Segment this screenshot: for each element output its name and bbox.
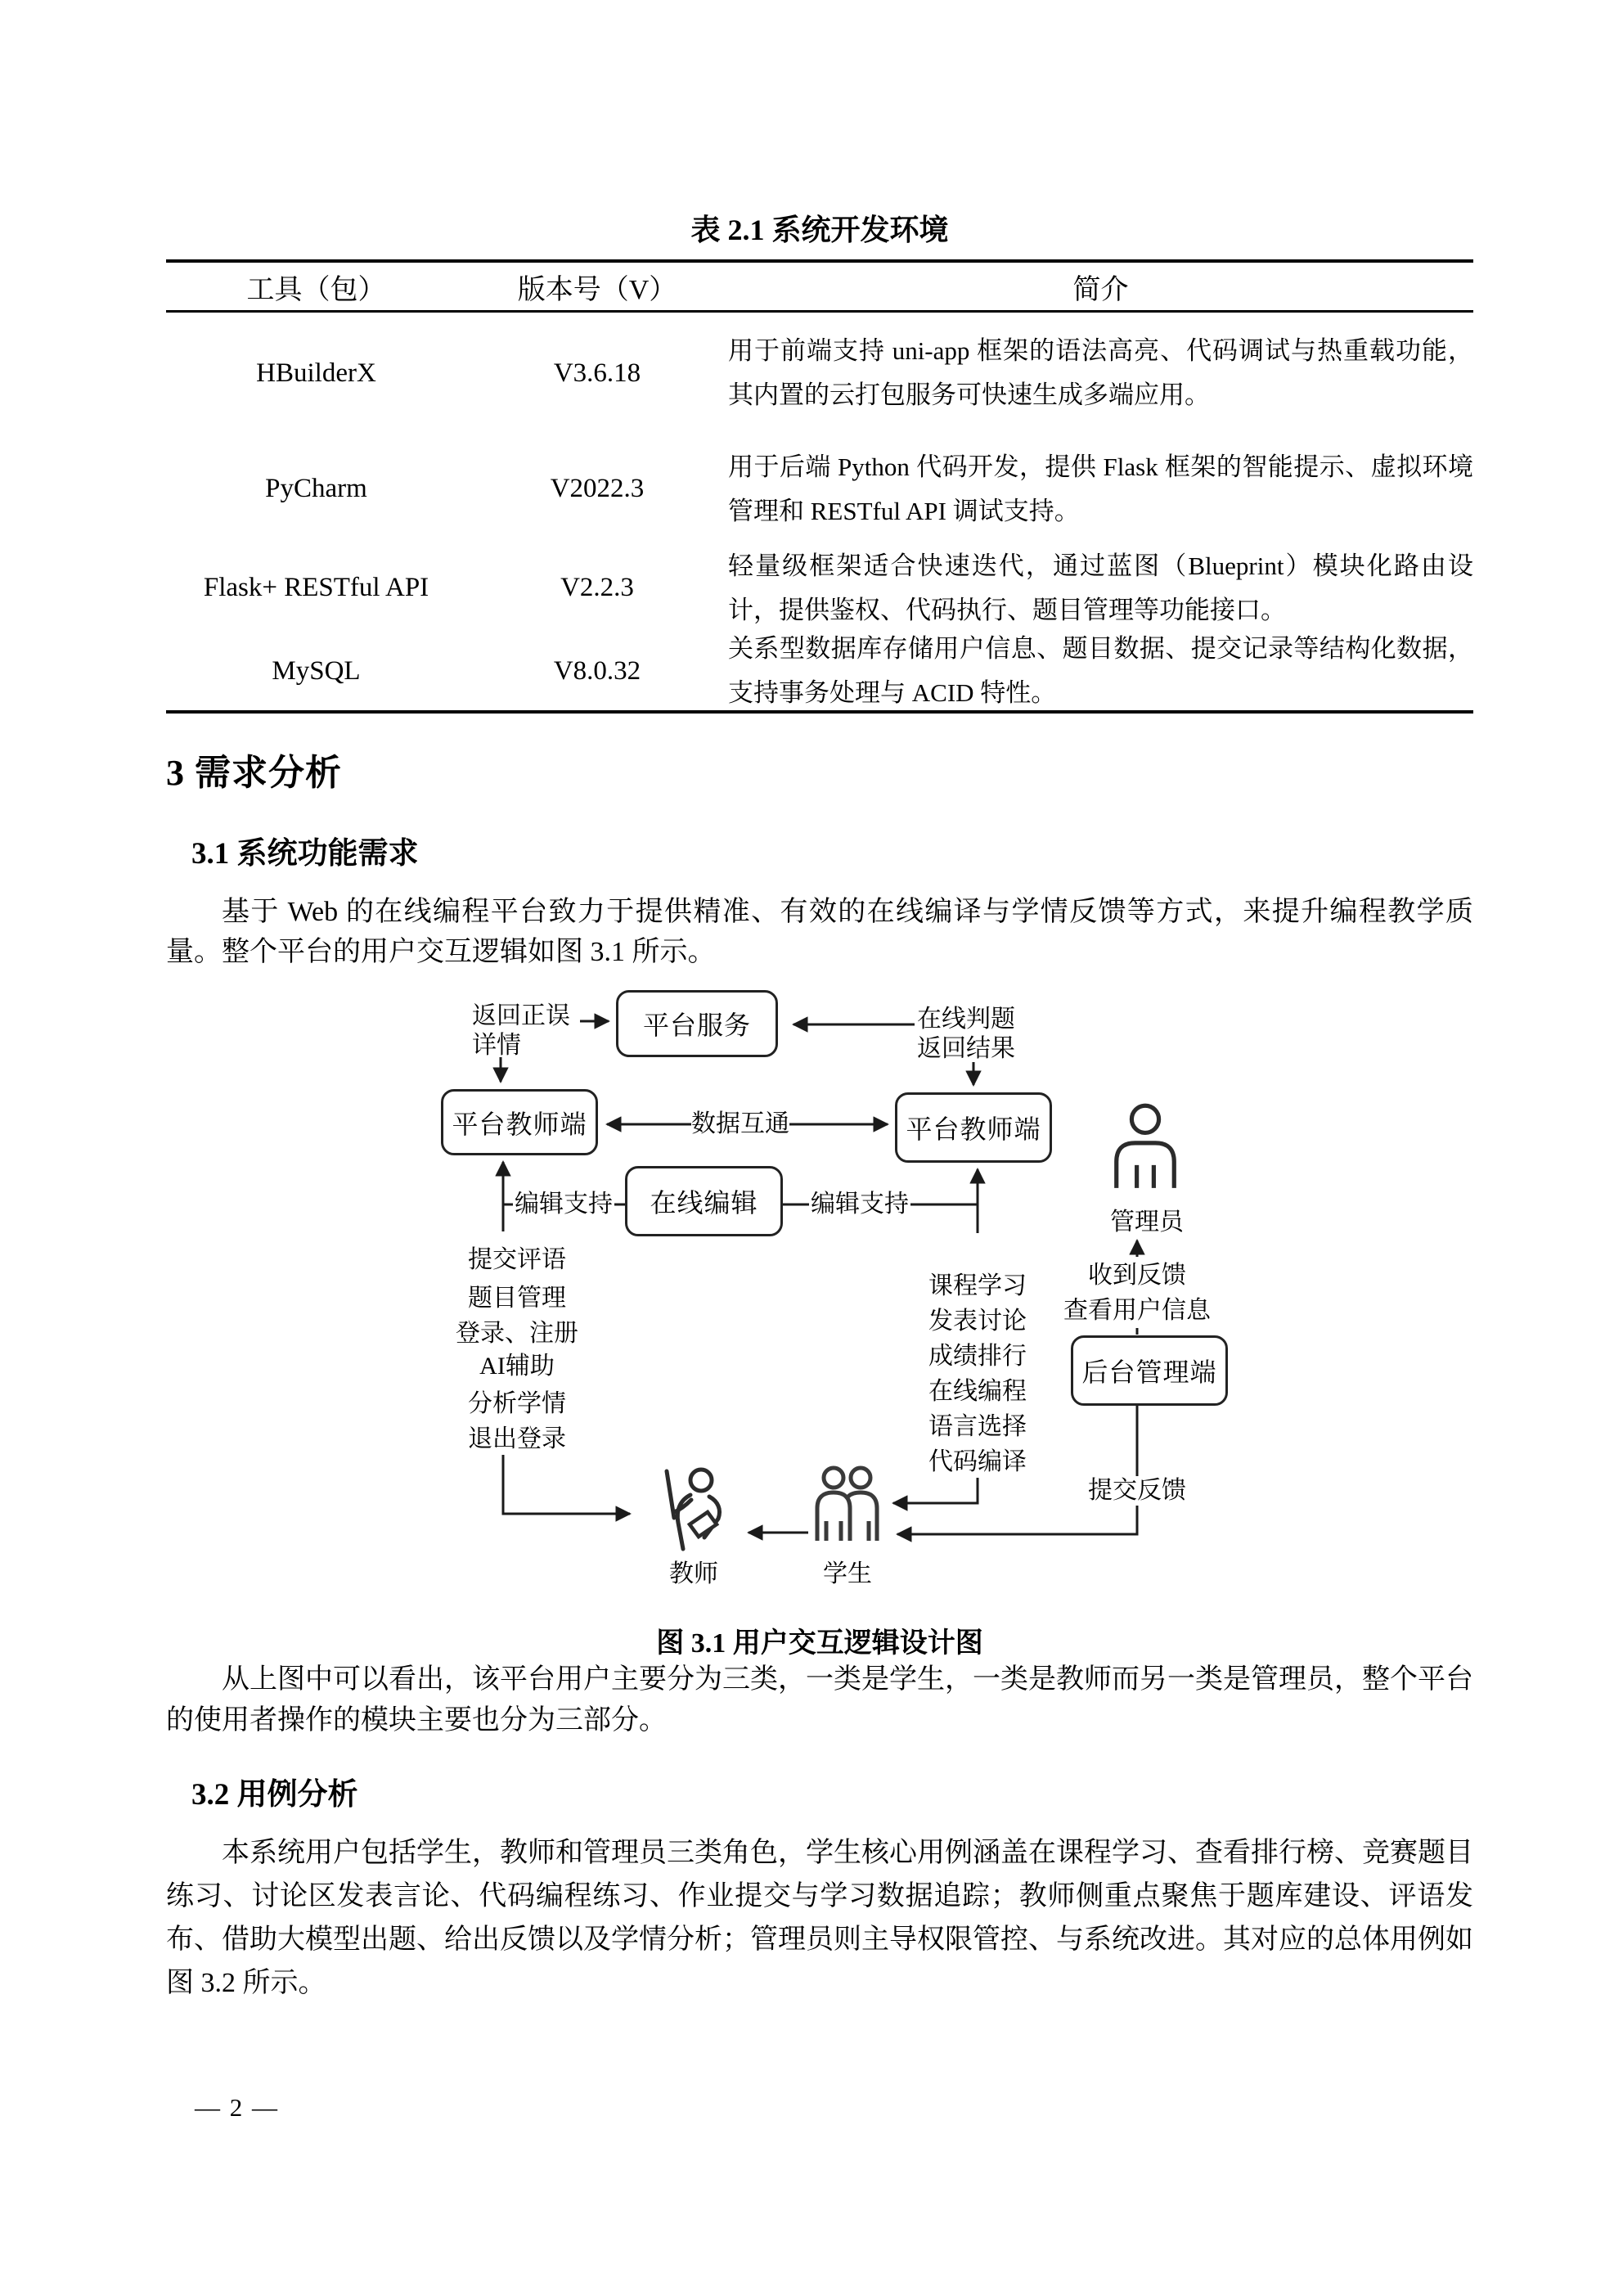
- label-return-detail-line2: 详情: [472, 1032, 521, 1059]
- tool-version: V2022.3: [550, 474, 645, 503]
- teacher-func-item: 提交评语: [445, 1245, 589, 1276]
- teacher-actor-label: 教师: [669, 1560, 718, 1587]
- table-title: 表 2.1 系统开发环境: [690, 214, 949, 246]
- label-edit-support-left: 编辑支持: [515, 1191, 613, 1218]
- tool-desc: 用于前端支持 uni-app 框架的语法高亮、代码调试与热重载功能，其内置的云打包服务可快速生成多端应用。: [728, 336, 1473, 409]
- arrow-to-student-upper: [893, 1478, 978, 1503]
- student-func-item: 课程学习: [906, 1271, 1050, 1302]
- teacher-func-item: 退出登录: [445, 1424, 589, 1455]
- student-func-item: 成绩排行: [906, 1341, 1050, 1372]
- col-header-tool: 工具（包）: [246, 274, 386, 305]
- label-feedback-line1: 收到反馈: [1088, 1262, 1186, 1289]
- paragraph-32: 本系统用户包括学生，教师和管理员三类角色，学生核心用例涵盖在课程学习、查看排行榜、竞赛题目练习、讨论区发表言论、代码编程练习、作业提交与学习数据追踪；教师侧重点聚焦于题库建设、评语发布、借助大模型出题、给出反馈以及学情分析；管理员则主导权限管控、与系统改进。其对应的总体用例如图 3.2 所示。: [166, 1838, 1473, 1998]
- admin-icon: [1106, 1101, 1185, 1192]
- label-edit-support-right: 编辑支持: [811, 1191, 909, 1218]
- student-func-item: 代码编译: [906, 1447, 1050, 1478]
- label-feedback-received: [1051, 1258, 1223, 1328]
- label-online-judge-line2: 返回结果: [917, 1035, 1015, 1062]
- tool-name: PyCharm: [265, 474, 367, 503]
- box-admin-backend: 后台管理端: [1071, 1335, 1228, 1406]
- label-online-judge-line1: 在线判题: [917, 1006, 1015, 1033]
- tool-name: HBuilderX: [256, 358, 376, 388]
- tool-name: Flask+ RESTful API: [203, 573, 429, 602]
- tool-version: V3.6.18: [553, 358, 641, 388]
- tool-name: MySQL: [272, 655, 361, 686]
- label-data-exchange: 数据互通: [691, 1110, 789, 1137]
- teacher-icon: [652, 1467, 735, 1559]
- arrow-to-teacher: [503, 1455, 630, 1514]
- col-header-version: 版本号（V）: [517, 274, 677, 305]
- teacher-func-item: 登录、注册: [445, 1318, 589, 1349]
- box-teacher-client-right: 平台教师端: [895, 1092, 1052, 1163]
- label-feedback-line2: 查看用户信息: [1063, 1297, 1211, 1324]
- student-func-item: 语言选择: [906, 1411, 1050, 1443]
- student-func-item: 发表讨论: [906, 1306, 1050, 1337]
- box-platform-service: 平台服务: [616, 990, 778, 1057]
- label-online-judge: [917, 1005, 1015, 1064]
- box-teacher-client-left: 平台教师端: [441, 1089, 598, 1155]
- student-actor-label: 学生: [823, 1560, 872, 1587]
- section-heading-31: 3.1 系统功能需求: [191, 837, 419, 871]
- teacher-func-item: 题目管理: [445, 1283, 589, 1314]
- page-number: — 2 —: [195, 2093, 279, 2122]
- tool-version: V2.2.3: [560, 573, 634, 602]
- figure-caption: 图 3.1 用户交互逻辑设计图: [656, 1628, 983, 1659]
- teacher-func-item: AI辅助: [445, 1351, 589, 1382]
- teacher-func-item: 分析学情: [445, 1389, 589, 1420]
- col-header-desc: 简介: [1072, 274, 1129, 305]
- tool-desc: 用于后端 Python 代码开发，提供 Flask 框架的智能提示、虚拟环境管理和 RESTful API 调试支持。: [728, 452, 1473, 525]
- tool-version: V8.0.32: [553, 655, 641, 686]
- label-return-detail: [472, 1002, 570, 1060]
- chapter-heading: 3 需求分析: [166, 753, 342, 793]
- paragraph-31: 基于 Web 的在线编程平台致力于提供精准、有效的在线编译与学情反馈等方式，来提升编程教学质量。整个平台的用户交互逻辑如图 3.1 所示。: [166, 897, 1473, 967]
- label-return-detail-line1: 返回正误: [472, 1002, 570, 1029]
- label-submit-feedback: 提交反馈: [1072, 1476, 1203, 1506]
- tool-desc: 轻量级框架适合快速迭代，通过蓝图（Blueprint）模块化路由设计，提供鉴权、代码执行、题目管理等功能接口。: [728, 551, 1473, 624]
- tool-desc: 关系型数据库存储用户信息、题目数据、提交记录等结构化数据，支持事务处理与 ACID 特性。: [728, 634, 1473, 707]
- admin-actor-label: 管理员: [1110, 1209, 1184, 1236]
- section-heading-32: 3.2 用例分析: [191, 1778, 358, 1812]
- student-func-item: 在线编程: [906, 1376, 1050, 1407]
- paragraph-after-figure: 从上图中可以看出，该平台用户主要分为三类，一类是学生，一类是教师而另一类是管理员，整个平台的使用者操作的模块主要也分为三部分。: [166, 1664, 1473, 1736]
- box-online-editor: 在线编辑: [625, 1166, 783, 1236]
- students-icon: [808, 1465, 887, 1547]
